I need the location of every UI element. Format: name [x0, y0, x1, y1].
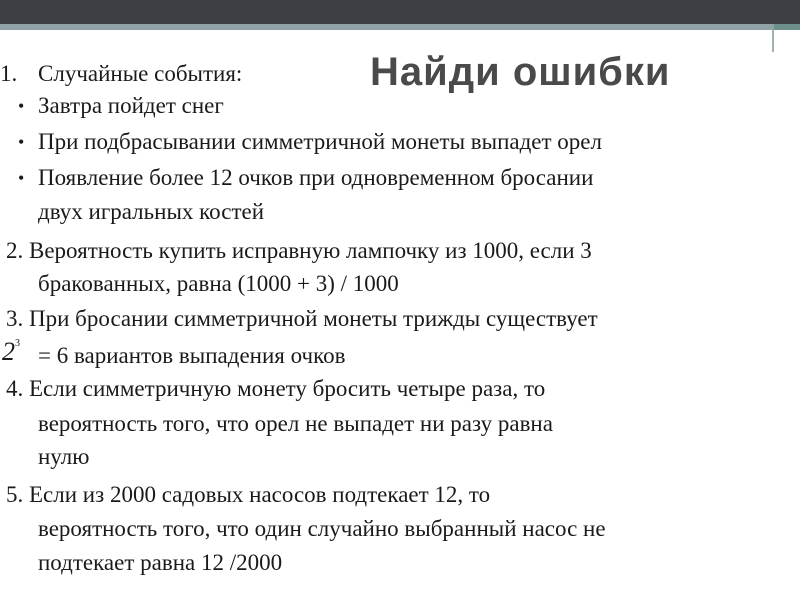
bullet-text: При подбрасывании симметричной монеты выпадет орел: [38, 129, 602, 154]
item-3-line-1: 3. При бросании симметричной монеты трижды существует: [6, 306, 598, 331]
item-1-text: Случайные события:: [38, 61, 243, 86]
header-accent-stripe: [0, 24, 800, 30]
item-4-text: нулю: [38, 444, 90, 469]
item-5-text: вероятность того, что один случайно выбранный насос не: [38, 516, 606, 541]
item-1-number: 1.: [0, 61, 18, 86]
item-4-line-1: 4. Если симметричную монету бросить четыре раза, то: [6, 376, 546, 401]
power-expression: [2, 337, 20, 367]
item-5-text: подтекает равна 12 /2000: [38, 550, 283, 575]
item-4-text: вероятность того, что орел не выпадет ни разу равна: [38, 411, 553, 436]
bullet-icon: •: [18, 168, 25, 188]
item-3-text: = 6 вариантов выпадения очков: [38, 343, 346, 368]
bullet-text: Появление более 12 очков при одновременном бросании: [38, 165, 594, 190]
slide-title: Найди ошибки: [370, 50, 671, 94]
header-bar: [0, 0, 800, 24]
item-5-line-1: 5. Если из 2000 садовых насосов подтекает 12, то: [6, 482, 491, 507]
bullet-icon: •: [18, 132, 25, 152]
corner-rule: [772, 30, 774, 52]
power-base: 2: [2, 337, 15, 366]
item-2-text: бракованных, равна (1000 + 3) / 1000: [38, 271, 399, 296]
power-exponent: 3: [15, 338, 20, 349]
bullet-text: Завтра пойдет снег: [38, 93, 224, 118]
header-accent-corner: [774, 24, 800, 30]
item-2-line-1: 2. Вероятность купить исправную лампочку из 1000, если 3: [6, 238, 592, 263]
bullet-icon: •: [18, 96, 25, 116]
bullet-text: двух игральных костей: [38, 199, 265, 224]
